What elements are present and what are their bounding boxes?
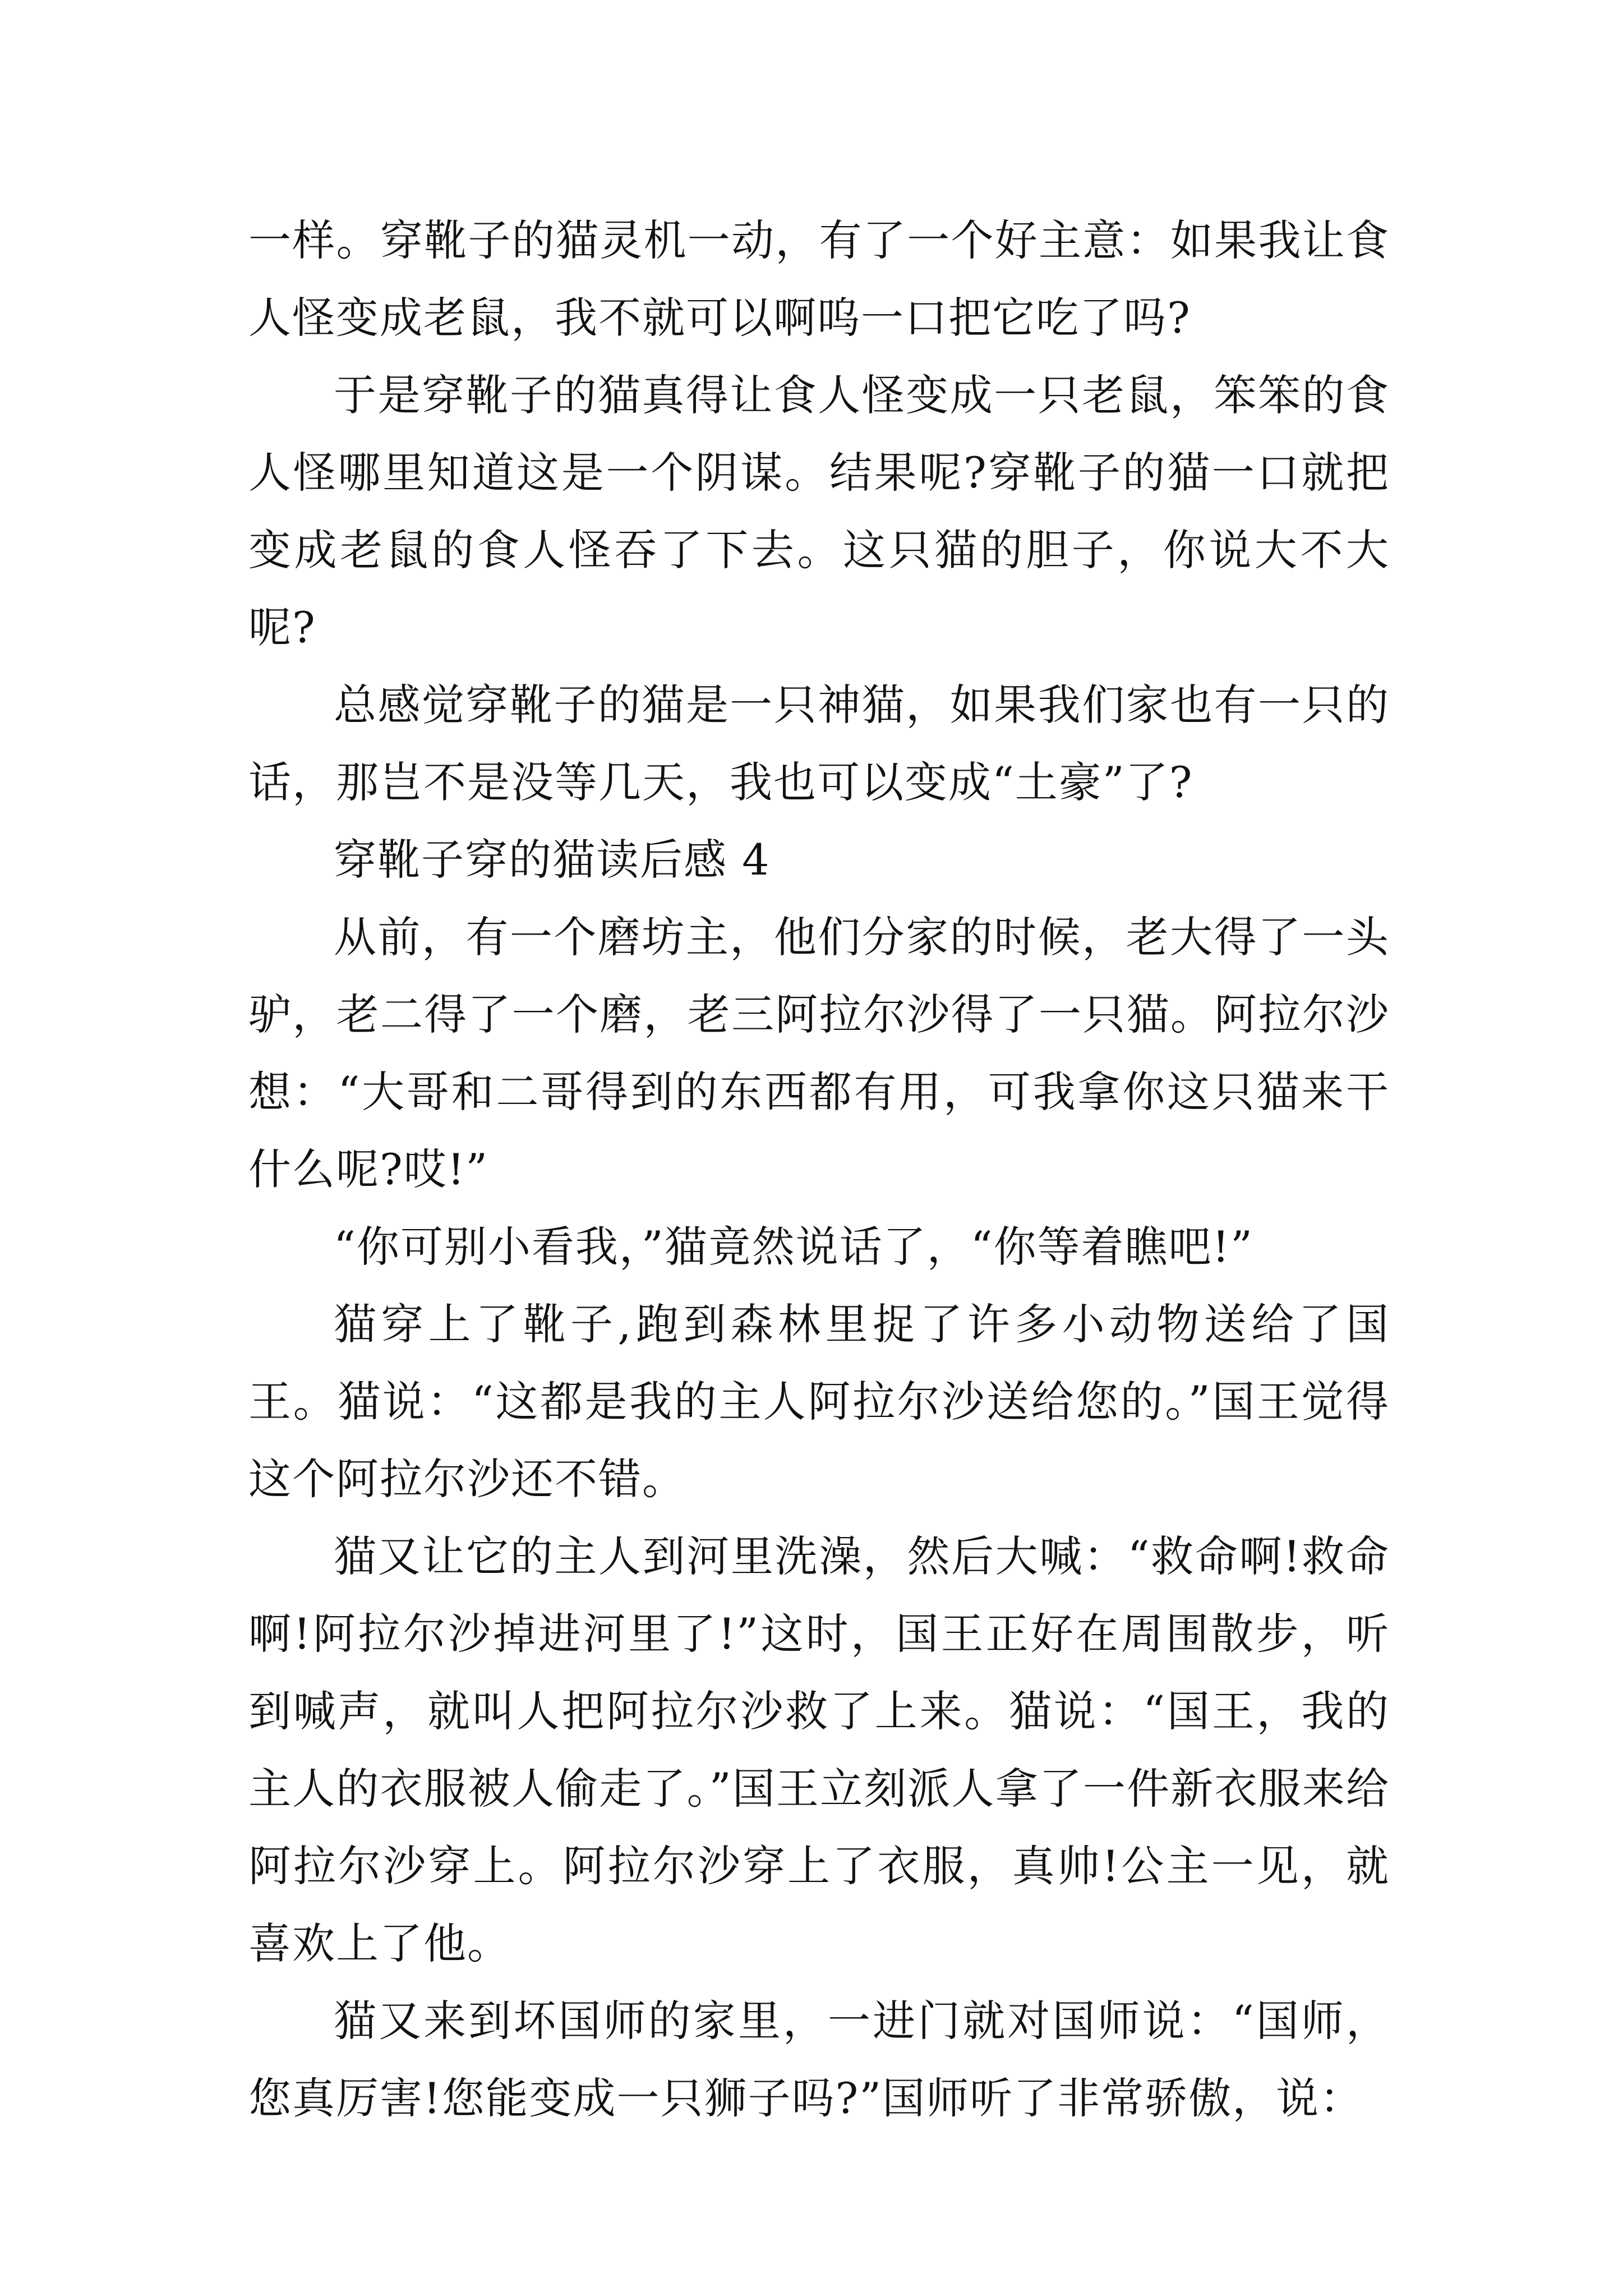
paragraph: 猫穿上了靴子,跑到森林里捉了许多小动物送给了国王。猫说：“这都是我的主人阿拉尔沙送给您的。”国王觉得这个阿拉尔沙还不错。 — [248, 1299, 1390, 1504]
paragraph: 总感觉穿靴子的猫是一只神猫，如果我们家也有一只的话，那岂不是没等几天，我也可以变成“土豪”了? — [248, 680, 1390, 807]
paragraph: 猫又让它的主人到河里洗澡，然后大喊：“救命啊!救命啊!阿拉尔沙掉进河里了!”这时，国王正好在周围散步，听到喊声，就叫人把阿拉尔沙救了上来。猫说：“国王，我的主人的衣服被人偷走了。”国王立刻派人拿了一件新衣服来给阿拉尔沙穿上。阿拉尔沙穿上了衣服，真帅!公主一见，就喜欢上了他。 — [248, 1531, 1390, 1968]
paragraph: 猫又来到坏国师的家里，一进门就对国师说：“国师，您真厉害!您能变成一只狮子吗?”国师听了非常骄傲，说： — [248, 1996, 1390, 2123]
body-text — [248, 202, 1390, 2137]
paragraph: 一样。穿靴子的猫灵机一动，有了一个好主意：如果我让食人怪变成老鼠，我不就可以啊呜一口把它吃了吗? — [248, 215, 1390, 343]
paragraph: 从前，有一个磨坊主，他们分家的时候，老大得了一头驴，老二得了一个磨，老三阿拉尔沙得了一只猫。阿拉尔沙想：“大哥和二哥得到的东西都有用，可我拿你这只猫来干什么呢?哎!” — [248, 912, 1390, 1194]
paragraph: “你可别小看我，”猫竟然说话了，“你等着瞧吧!” — [334, 1222, 1253, 1272]
section-heading: 穿靴子穿的猫读后感 4 — [334, 835, 771, 885]
paragraph: 于是穿靴子的猫真得让食人怪变成一只老鼠，笨笨的食人怪哪里知道这是一个阴谋。结果呢?穿靴子的猫一口就把变成老鼠的食人怪吞了下去。这只猫的胆子，你说大不大呢? — [248, 370, 1390, 652]
